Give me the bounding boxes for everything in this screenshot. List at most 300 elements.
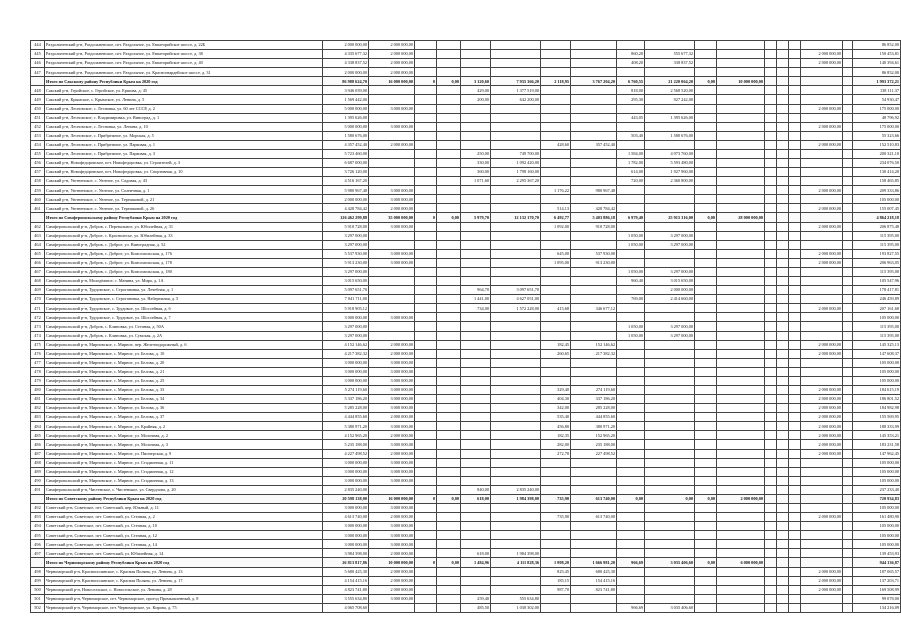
amount-cell [437,186,461,195]
amount-cell [541,286,571,295]
amount-cell [843,295,853,304]
address-cell: Раздольненский р-н, Раздольненское, пгт. Раздольное, ул. Евпаторийское шоссе, д. 22Б [45,41,323,50]
amount-cell [415,131,437,140]
amount-cell [415,549,437,558]
row-number-cell: 478 [31,367,45,376]
amount-cell [765,86,777,95]
amount-cell [617,68,645,77]
amount-cell: 2 000 000,00 [801,122,843,131]
row-number-cell: 491 [31,485,45,494]
amount-cell [437,376,461,385]
amount-cell: 2 000 000,00 [369,140,415,149]
amount-cell [765,277,777,286]
address-cell: Советский р-н, Советское, пгт. Советский, ул. Степная, д. 2 [45,513,323,522]
amount-cell [617,540,645,549]
amount-cell [777,395,789,404]
amount-cell [617,313,645,322]
amount-cell [437,349,461,358]
amount-cell [717,168,765,177]
row-number-cell: 468 [31,277,45,286]
amount-cell [801,485,843,494]
amount-cell [617,404,645,413]
table-row [31,168,901,177]
amount-cell: 2 000 000,00 [801,258,843,267]
amount-cell: 2 000 000,00 [801,567,843,576]
amount-cell [695,594,717,603]
amount-cell: 4 357 452,40 [323,140,369,149]
amount-cell [461,449,491,458]
amount-cell: 134 216,09 [853,603,901,612]
amount-cell: 3 000 000,00 [369,404,415,413]
amount-cell [437,549,461,558]
amount-cell [571,168,617,177]
amount-cell [801,277,843,286]
row-number-cell: 492 [31,503,45,512]
amount-cell: 0,00 [645,494,695,503]
amount-cell [695,449,717,458]
amount-cell: 5 380 971,20 [323,422,369,431]
amount-cell [491,358,541,367]
amount-cell: 1 484,96 [461,558,491,567]
amount-cell: 1 441,00 [461,295,491,304]
amount-cell: 200,00 [461,95,491,104]
amount-cell: 184 982,98 [853,404,901,413]
amount-cell [789,603,801,612]
amount-cell [541,86,571,95]
amount-cell [369,231,415,240]
amount-cell: 187 065,57 [853,567,901,576]
address-cell: Советский р-н, Советское, пгт. Советский, ул. Юбилейная, д. 14 [45,549,323,558]
amount-cell [437,367,461,376]
amount-cell [843,603,853,612]
amount-cell [437,204,461,213]
amount-cell [843,331,853,340]
amount-cell [571,331,617,340]
amount-cell [415,513,437,522]
amount-cell [617,195,645,204]
amount-cell [695,231,717,240]
amount-cell: 3 097 651,70 [491,286,541,295]
amount-cell [369,95,415,104]
amount-cell [437,231,461,240]
address-cell: Черноморский р-н, Черноморское, пгт. Черноморское, проезд Промышленный, д. 8 [45,594,323,603]
amount-cell: 250,00 [461,149,491,158]
amount-cell [765,41,777,50]
amount-cell [801,68,843,77]
amount-cell: 16 000 000,00 [369,494,415,503]
amount-cell [765,204,777,213]
amount-cell: 415,68 [541,304,571,313]
amount-cell: 0 [415,77,437,86]
amount-cell [777,467,789,476]
row-number-cell: 453 [31,131,45,140]
amount-cell [717,513,765,522]
amount-cell [645,376,695,385]
amount-cell [777,503,789,512]
amount-cell [801,86,843,95]
amount-cell [765,576,777,585]
amount-cell [415,594,437,603]
amount-cell [617,449,645,458]
amount-cell [541,131,571,140]
amount-cell [777,240,789,249]
amount-cell [645,313,695,322]
amount-cell: 860,20 [617,50,645,59]
amount-cell [617,585,645,594]
amount-cell [843,513,853,522]
table-row [31,304,901,313]
amount-cell [369,240,415,249]
amount-cell [541,331,571,340]
amount-cell: 3 015 650,00 [645,277,695,286]
amount-cell: 259,40 [461,594,491,603]
amount-cell: 2 414 660,00 [645,295,695,304]
amount-cell [717,249,765,258]
amount-cell: 1 050,00 [617,331,645,340]
amount-cell [461,231,491,240]
address-cell: Симферопольский р-н, Добров, с. Доброе, ул. Виноградная, д. 52 [45,240,323,249]
amount-cell [789,376,801,385]
amount-cell: 5 403 886,18 [571,213,617,222]
amount-cell [437,449,461,458]
amount-cell [777,458,789,467]
amount-cell [369,159,415,168]
amount-cell: 152 510,83 [853,140,901,149]
amount-cell [695,50,717,59]
amount-cell [717,531,765,540]
amount-cell [437,59,461,68]
amount-cell [801,231,843,240]
amount-cell [369,168,415,177]
amount-cell [789,367,801,376]
table-row [31,286,901,295]
amount-cell [369,177,415,186]
amount-cell: 0,00 [437,494,461,503]
amount-cell [617,104,645,113]
amount-cell [717,295,765,304]
amount-cell: 6 000 000,00 [717,558,765,567]
row-number-cell: 470 [31,295,45,304]
amount-cell [695,59,717,68]
address-cell: Черноморский р-н, Черноморское, пгт. Черноморское, ул. Кирова, д. 75 [45,603,323,612]
address-cell: Сакский р-н, Лесновское, с. Лесновка, ул. Ленина, д. 10 [45,122,323,131]
amount-cell: 86 988 624,70 [323,77,369,86]
amount-cell [491,376,541,385]
amount-cell [369,113,415,122]
row-number-cell: 483 [31,413,45,422]
amount-cell [571,231,617,240]
amount-cell [437,404,461,413]
amount-cell [717,177,765,186]
amount-cell [415,86,437,95]
amount-cell [843,322,853,331]
amount-cell [765,213,777,222]
amount-cell [801,376,843,385]
amount-cell: 2 000 000,00 [369,340,415,349]
amount-cell [695,140,717,149]
amount-cell: 342,00 [541,404,571,413]
address-cell: Итого по Советскому району Республики Крым на 2020 год [45,494,323,503]
amount-cell [717,304,765,313]
amount-cell [777,567,789,576]
amount-cell: 26 813 817,86 [323,558,369,567]
amount-cell [645,549,695,558]
amount-cell [491,422,541,431]
amount-cell [789,467,801,476]
amount-cell [437,503,461,512]
amount-cell [843,340,853,349]
amount-cell [541,113,571,122]
amount-cell [765,149,777,158]
amount-cell [541,231,571,240]
amount-cell: 2 000 000,00 [801,204,843,213]
amount-cell [843,358,853,367]
table-row [31,440,901,449]
amount-cell [617,358,645,367]
table-row [31,249,901,258]
address-cell: Симферопольский р-н, Добров, с. Доброе, ул. Комсомольская, д. 176 [45,249,323,258]
amount-cell [461,531,491,540]
amount-cell [765,476,777,485]
address-cell: Черноморский р-н, Новосельское, с. Новосельское, ул. Ленина, д. 28 [45,585,323,594]
amount-cell [617,503,645,512]
amount-cell: 2 000 000,00 [801,104,843,113]
amount-cell [571,149,617,158]
amount-cell: 3 000 000,00 [369,367,415,376]
amount-cell [437,431,461,440]
amount-cell: 966,69 [617,603,645,612]
amount-cell [571,195,617,204]
amount-cell [541,267,571,276]
row-number-cell: 454 [31,140,45,149]
address-cell: Симферопольский р-н, Трудовское, с. Строгановка, ул. Лечебная, д. 1 [45,286,323,295]
amount-cell: 2 000 000,00 [801,304,843,313]
amount-cell: 3 297 000,00 [645,322,695,331]
amount-cell [717,567,765,576]
amount-cell [717,485,765,494]
amount-cell [695,113,717,122]
amount-cell [765,222,777,231]
amount-cell [571,549,617,558]
amount-cell: 618,00 [461,549,491,558]
amount-cell [437,286,461,295]
amount-cell: 2 000 000,00 [801,576,843,585]
amount-cell: 1 176,22 [541,186,571,195]
amount-cell [645,385,695,394]
amount-cell [695,149,717,158]
amount-cell [843,540,853,549]
amount-cell [571,41,617,50]
amount-cell [789,404,801,413]
amount-cell: 1 050,00 [617,231,645,240]
amount-cell: 1 030 302,00 [491,603,541,612]
amount-cell [415,331,437,340]
address-cell: Симферопольский р-н, Трудовское, с. Трудовое, ул. Шоссейная, д. 6 [45,304,323,313]
row-number-cell: 475 [31,340,45,349]
amount-cell [777,331,789,340]
amount-cell [843,122,853,131]
row-number-cell: 457 [31,168,45,177]
table-row [31,467,901,476]
amount-cell: 5 274 119,60 [323,385,369,394]
row-number-cell: 458 [31,177,45,186]
amount-cell: 3 000 000,00 [369,503,415,512]
amount-cell [801,240,843,249]
table-row [31,585,901,594]
amount-cell [461,513,491,522]
amount-cell [461,367,491,376]
amount-cell: 193 827,55 [853,249,901,258]
amount-cell [801,458,843,467]
amount-cell [789,413,801,422]
amount-cell [695,413,717,422]
amount-cell [617,204,645,213]
amount-cell [695,304,717,313]
amount-cell [437,440,461,449]
amount-cell [789,304,801,313]
amount-cell: 456,80 [541,422,571,431]
amount-cell: 184 615,19 [853,385,901,394]
amount-cell: 0 [415,494,437,503]
amount-cell [765,295,777,304]
amount-cell: 3 000 000,00 [323,367,369,376]
amount-cell: 1 095,00 [541,258,571,267]
amount-cell [801,467,843,476]
amount-cell [541,485,571,494]
amount-cell: 237 233,40 [853,485,901,494]
amount-cell [437,113,461,122]
amount-cell [415,149,437,158]
amount-cell: 105 000,00 [853,531,901,540]
amount-cell [437,222,461,231]
amount-cell [369,603,415,612]
amount-cell [789,231,801,240]
amount-cell [645,186,695,195]
amount-cell [717,603,765,612]
amount-cell: 2 000 000,00 [369,413,415,422]
amount-cell [789,422,801,431]
amount-cell [777,86,789,95]
amount-cell: 2 000 000,00 [801,349,843,358]
amount-cell [765,113,777,122]
amount-cell [617,385,645,394]
amount-cell [645,304,695,313]
amount-cell [765,186,777,195]
amount-cell: 337 186,20 [571,395,617,404]
amount-cell: 3 297 000,00 [645,240,695,249]
amount-cell [461,186,491,195]
amount-cell [777,513,789,522]
amount-cell [789,258,801,267]
amount-cell [571,295,617,304]
amount-cell [415,113,437,122]
amount-cell: 4 428 784,42 [323,204,369,213]
table-row [31,567,901,576]
amount-cell [491,131,541,140]
table-row [31,549,901,558]
amount-cell [415,68,437,77]
amount-cell [541,59,571,68]
amount-cell: 1 993 372,21 [853,77,901,86]
amount-cell: 5 913 230,00 [323,258,369,267]
amount-cell: 443,05 [617,113,645,122]
amount-cell [777,422,789,431]
amount-cell [437,149,461,158]
amount-cell: 2 360 800,00 [645,177,695,186]
amount-cell [541,68,571,77]
amount-cell: 200 321,10 [853,149,901,158]
row-number-cell: 447 [31,68,45,77]
amount-cell [461,458,491,467]
amount-cell [765,340,777,349]
amount-cell [765,258,777,267]
amount-cell: 3 000 000,00 [323,467,369,476]
amount-cell: 769,00 [617,295,645,304]
amount-cell [801,95,843,104]
amount-cell [369,131,415,140]
amount-cell [415,204,437,213]
amount-cell [765,50,777,59]
row-number-cell: 461 [31,204,45,213]
amount-cell: 138 111,37 [853,86,901,95]
subtotal-row [31,213,901,222]
amount-cell: 3 297 000,00 [645,231,695,240]
amount-cell: 3 297 000,00 [323,231,369,240]
amount-cell: 428 784,42 [571,204,617,213]
amount-cell [617,122,645,131]
amount-cell [777,267,789,276]
amount-cell [491,449,541,458]
amount-cell [645,485,695,494]
amount-cell: 2 000 000,00 [717,494,765,503]
table-row [31,322,901,331]
amount-cell [717,404,765,413]
amount-cell [777,104,789,113]
amount-cell [765,313,777,322]
amount-cell [843,422,853,431]
amount-cell: 3 555 634,80 [323,594,369,603]
amount-cell [437,295,461,304]
amount-cell: 2 000 000,00 [801,340,843,349]
amount-cell [843,240,853,249]
amount-cell [461,113,491,122]
row-number-cell: 445 [31,50,45,59]
amount-cell [717,467,765,476]
amount-cell: 115 395,00 [853,331,901,340]
amount-cell [843,222,853,231]
amount-cell: 272,78 [541,449,571,458]
amount-cell: 614,00 [617,168,645,177]
amount-cell [415,531,437,540]
amount-cell: 145 325,13 [853,340,901,349]
amount-cell [369,86,415,95]
amount-cell [437,522,461,531]
amount-cell [415,231,437,240]
amount-cell: 140 394,61 [853,59,901,68]
amount-cell [801,149,843,158]
amount-cell [695,422,717,431]
table-row [31,149,901,158]
amount-cell [461,349,491,358]
amount-cell [801,168,843,177]
amount-cell [461,431,491,440]
amount-cell [617,531,645,540]
table-row [31,594,901,603]
amount-cell: 2 000 000,00 [369,431,415,440]
amount-cell [541,240,571,249]
amount-cell: 2 000 000,00 [801,440,843,449]
amount-cell [789,95,801,104]
